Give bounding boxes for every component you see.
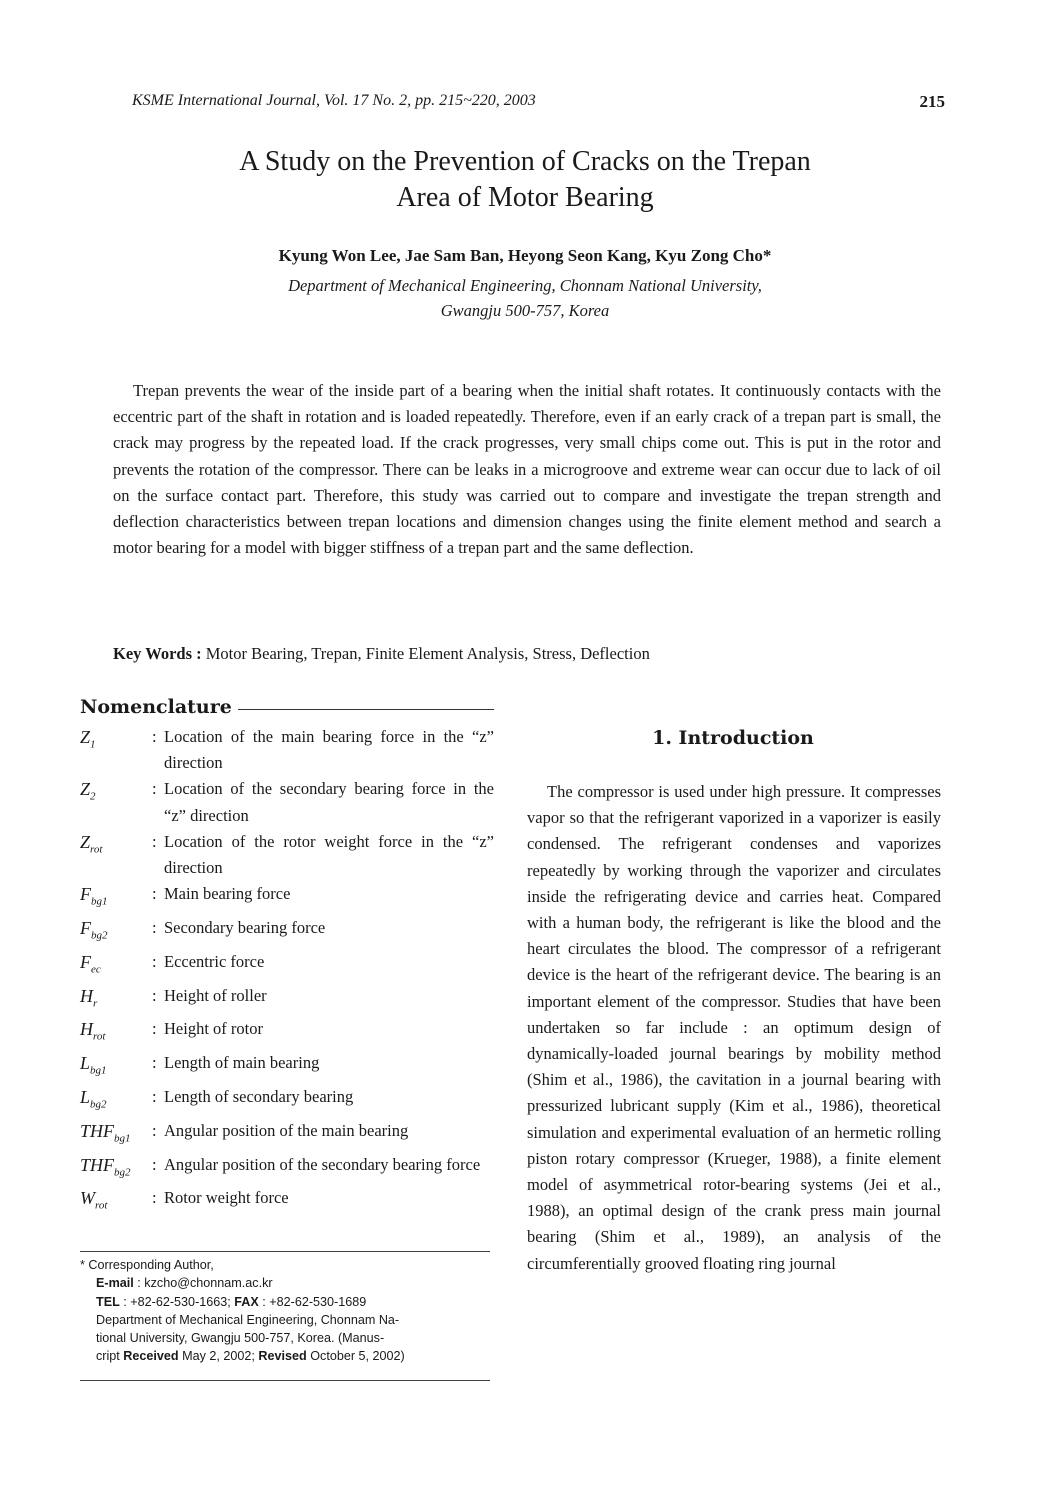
definition: Location of the main bearing force in the “z” direction (164, 727, 494, 773)
nomenclature-item: $Z_2$ : Location of the secondary bearing force in the “z” direction (80, 776, 494, 828)
email-link[interactable]: kzcho@chonnam.ac.kr (144, 1276, 273, 1291)
symbol: $F_{ec}$ (80, 951, 101, 976)
symbol: $F_{bg1}$ (80, 884, 108, 908)
definition: Secondary bearing force (164, 918, 326, 938)
nomenclature-item: $W_{rot}$ : Rotor weight force (80, 1185, 494, 1219)
keywords-text: Motor Bearing, Trepan, Finite Element Analysis, Stress, Deflection (205, 644, 650, 663)
nomenclature-item: $Z_{rot}$ : Location of the rotor weight force in the “z” direction (80, 829, 494, 881)
footnote-rule (80, 1251, 490, 1252)
symbol: $Z_2$ (80, 779, 96, 803)
nomenclature-item: $F_{bg2}$ : Secondary bearing force (80, 915, 494, 949)
nomenclature-item: $L_{bg1}$ : Length of main bearing (80, 1050, 494, 1084)
email-line: E-mail : kzcho@chonnam.ac.kr (96, 1276, 273, 1291)
footnote-bottom-rule (80, 1380, 490, 1381)
symbol: $F_{bg2}$ (80, 918, 108, 942)
running-header: KSME International Journal, Vol. 17 No. 2, pp. 215~220, 2003 (132, 92, 536, 109)
nomenclature-item: $F_{ec}$ : Eccentric force (80, 949, 494, 983)
affiliation (100, 273, 950, 323)
symbol: $THF_{bg2}$ (80, 1154, 131, 1179)
page-number: 215 (919, 92, 945, 111)
nomenclature-item: $THF_{bg2}$ : Angular position of the secondary bearing force (80, 1152, 494, 1186)
symbol: $W_{rot}$ (80, 1188, 108, 1212)
symbol: $Z_1$ (80, 727, 96, 751)
definition: Location of the rotor weight force in the “z” direction (164, 831, 494, 878)
nomenclature-title: Nomenclature (80, 696, 238, 718)
abstract: Trepan prevents the wear of the inside part of a bearing when the initial shaft rotates. It continuously contacts with the eccentric part of the shaft in rotation and is loaded repeatedly. Therefore, even if an early crack of a trepan part is small, the crack may progress by the repeated load. If the crack progresses, very small chips come out. This is put in the rotor and prevents the rotation of the compressor. There can be leaks in a microgroove and extreme wear can occur due to lack of oil on the surface contact part. Therefore, this study was carried out to compare and investigate the trepan strength and deflection characteristics between trepan locations and dimension changes using the finite element method and search a motor bearing for a model with bigger stiffness of a trepan part and the same deflection. (113, 381, 941, 558)
department-line-1: Department of Mechanical Engineering, Chonnam Na- (96, 1312, 400, 1327)
definition: Height of rotor (164, 1019, 263, 1039)
definition: Rotor weight force (164, 1188, 289, 1208)
symbol: $THF_{bg1}$ (80, 1120, 131, 1145)
definition: Main bearing force (164, 884, 291, 904)
author-list: Kyung Won Lee, Jae Sam Ban, Heyong Seon Kang, Kyu Zong Cho* (278, 246, 772, 265)
phone-line: TEL : +82-62-530-1663; FAX : +82-62-530-1689 (96, 1294, 367, 1309)
title-line-1: A Study on the Prevention of Cracks on the Trepan (239, 146, 811, 177)
symbol: $H_r$ (80, 985, 98, 1010)
definition: Length of main bearing (164, 1053, 320, 1073)
nomenclature-item: $THF_{bg1}$ : Angular position of the main bearing (80, 1118, 494, 1152)
introduction-text: The compressor is used under high pressure. It compresses vapor so that the refrigerant vaporized in a vaporizer is easily condensed. The refrigerant condenses and vaporizes repeatedly by working through the vaporizer and circulates inside the refrigerating device and carries heat. Compared with a human body, the refrigerant is like the blood and the heart circulates the blood. The compressor of a refrigerant device is the heart of the refrigerant device. The bearing is an important element of the compressor. Studies that have been undertaken so far include : an optimum design of dynamically-loaded journal bearings by mobility method (Shim et al., 1986), the cavitation in a journal bearing with pressurized lubricant supply (Kim et al., 1986), theoretical simulation and experimental evaluation of an hermetic rolling piston rotary compressor (Krueger, 1988), a finite element model of asymmetrical rotor-bearing systems (Jei et al., 1988), an optimal design of the crank press main journal bearing (Shim et al., 1989), an analysis of the circumferentially grooved floating ring journal (527, 782, 941, 1273)
nomenclature-header (80, 696, 494, 722)
definition: Length of secondary bearing (164, 1087, 354, 1106)
footnote (80, 1256, 490, 1366)
symbol: $Z_{rot}$ (80, 831, 103, 856)
nomenclature-list (80, 724, 494, 1219)
title-line-2: Area of Motor Bearing (396, 182, 654, 213)
symbol: $L_{bg1}$ (80, 1053, 107, 1077)
keywords-label: Key Words : (113, 644, 202, 663)
affiliation-line-1: Department of Mechanical Engineering, Chonnam National University, (288, 276, 762, 295)
definition: Eccentric force (164, 951, 265, 971)
definition: Location of the secondary bearing force in the “z” direction (164, 779, 494, 825)
affiliation-line-2: Gwangju 500-757, Korea (440, 301, 610, 320)
nomenclature-item: $H_{rot}$ : Height of rotor (80, 1016, 494, 1050)
definition: Angular position of the secondary bearing force (164, 1154, 481, 1174)
paper-title (100, 144, 950, 216)
department-line-2: tional University, Gwangju 500-757, Korea. (Manus- (96, 1331, 385, 1346)
nomenclature-rule (230, 709, 494, 710)
section-heading-introduction: 1. Introduction (652, 727, 814, 749)
definition: Height of roller (164, 985, 267, 1005)
keywords (113, 644, 941, 664)
manuscript-dates: cript Received May 2, 2002; Revised October 5, 2002) (96, 1349, 405, 1364)
nomenclature-item: $H_r$ : Height of roller (80, 983, 494, 1017)
nomenclature-item: $F_{bg1}$ : Main bearing force (80, 881, 494, 915)
nomenclature-item: $L_{bg2}$ : Length of secondary bearing (80, 1084, 494, 1118)
symbol: $L_{bg2}$ (80, 1087, 107, 1111)
corresponding-author: * Corresponding Author, (80, 1258, 214, 1272)
definition: Angular position of the main bearing (164, 1120, 409, 1140)
symbol: $H_{rot}$ (80, 1019, 106, 1043)
nomenclature-item: $Z_1$ : Location of the main bearing force in the “z” direction (80, 724, 494, 776)
